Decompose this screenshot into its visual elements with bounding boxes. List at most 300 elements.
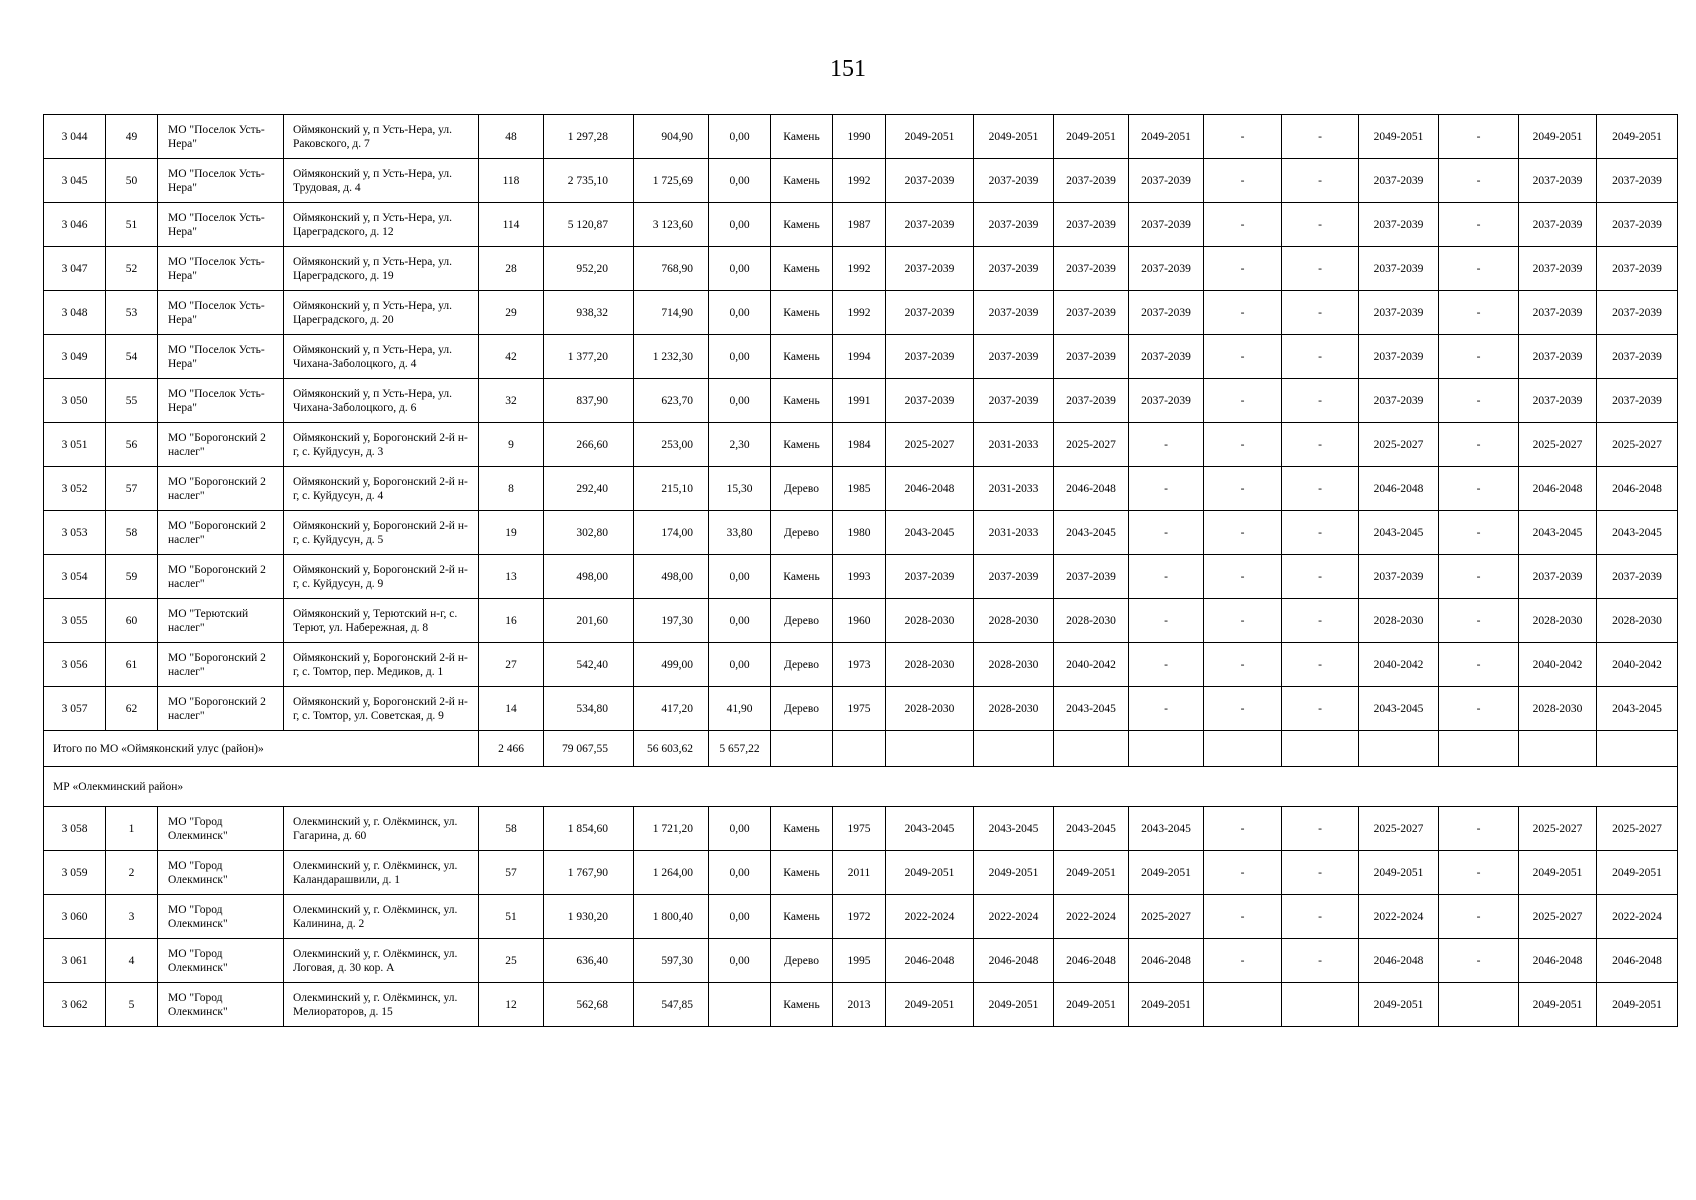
period-col14-cell: 2037-2039 <box>1129 203 1204 247</box>
house-id-cell: 3 062 <box>44 983 106 1027</box>
period-col17-cell: 2040-2042 <box>1359 643 1439 687</box>
nonresidential-area-cell: 0,00 <box>709 335 771 379</box>
period-col13-cell: 2040-2042 <box>1054 643 1129 687</box>
period-col15-cell: - <box>1204 159 1282 203</box>
house-id-cell: 3 048 <box>44 291 106 335</box>
period-col17-cell: 2037-2039 <box>1359 335 1439 379</box>
address-cell: Олекминский у, г. Олёкминск, ул. Калинина, д. 2 <box>284 895 479 939</box>
period-col15-cell: - <box>1204 511 1282 555</box>
row-number-cell: 50 <box>106 159 158 203</box>
house-id-cell: 3 049 <box>44 335 106 379</box>
period-col16-cell <box>1282 983 1359 1027</box>
period-col14-cell: 2037-2039 <box>1129 247 1204 291</box>
empty-cell <box>1359 731 1439 767</box>
house-id-cell: 3 057 <box>44 687 106 731</box>
period-col12-cell: 2037-2039 <box>974 159 1054 203</box>
nonresidential-area-cell: 0,00 <box>709 159 771 203</box>
period-col18-cell: - <box>1439 555 1519 599</box>
row-number-cell: 57 <box>106 467 158 511</box>
period-col12-cell: 2037-2039 <box>974 335 1054 379</box>
house-id-cell: 3 045 <box>44 159 106 203</box>
total-area-cell: 542,40 <box>544 643 634 687</box>
total-area-cell: 5 120,87 <box>544 203 634 247</box>
municipality-cell: МО "Поселок Усть-Нера" <box>158 379 284 423</box>
period-col12-cell: 2037-2039 <box>974 203 1054 247</box>
total-label: Итого по МО «Оймяконский улус (район)» <box>44 731 479 767</box>
period-col19-cell: 2040-2042 <box>1519 643 1597 687</box>
apartments-cell: 13 <box>479 555 544 599</box>
period-col13-cell: 2043-2045 <box>1054 687 1129 731</box>
period-col12-cell: 2046-2048 <box>974 939 1054 983</box>
build-year-cell: 1975 <box>833 807 886 851</box>
nonresidential-area-cell: 0,00 <box>709 807 771 851</box>
period-col19-cell: 2049-2051 <box>1519 851 1597 895</box>
table-row <box>44 599 1678 643</box>
period-col13-cell: 2037-2039 <box>1054 159 1129 203</box>
period-col17-cell: 2037-2039 <box>1359 379 1439 423</box>
total-area-cell: 1 767,90 <box>544 851 634 895</box>
total-area-cell: 562,68 <box>544 983 634 1027</box>
nonresidential-area-cell: 0,00 <box>709 247 771 291</box>
apartments-cell: 25 <box>479 939 544 983</box>
period-col20-cell: 2046-2048 <box>1597 939 1678 983</box>
nonresidential-area-cell: 0,00 <box>709 203 771 247</box>
period-col20-cell: 2037-2039 <box>1597 379 1678 423</box>
empty-cell <box>771 731 833 767</box>
table-body-total <box>44 731 1678 807</box>
row-number-cell: 62 <box>106 687 158 731</box>
period-col15-cell: - <box>1204 467 1282 511</box>
period-col19-cell: 2037-2039 <box>1519 555 1597 599</box>
period-col16-cell: - <box>1282 807 1359 851</box>
build-year-cell: 1987 <box>833 203 886 247</box>
total-area-cell: 837,90 <box>544 379 634 423</box>
period-col13-cell: 2037-2039 <box>1054 247 1129 291</box>
period-col20-cell: 2040-2042 <box>1597 643 1678 687</box>
total-area-cell: 534,80 <box>544 687 634 731</box>
period-col14-cell: 2049-2051 <box>1129 983 1204 1027</box>
row-number-cell: 59 <box>106 555 158 599</box>
period-col19-cell: 2037-2039 <box>1519 291 1597 335</box>
row-number-cell: 60 <box>106 599 158 643</box>
period-col20-cell: 2037-2039 <box>1597 159 1678 203</box>
house-id-cell: 3 054 <box>44 555 106 599</box>
build-year-cell: 2013 <box>833 983 886 1027</box>
row-number-cell: 53 <box>106 291 158 335</box>
nonresidential-area-cell: 0,00 <box>709 379 771 423</box>
period-col14-cell: - <box>1129 643 1204 687</box>
living-area-cell: 197,30 <box>634 599 709 643</box>
period-col13-cell: 2025-2027 <box>1054 423 1129 467</box>
period-col11-cell: 2037-2039 <box>886 159 974 203</box>
period-col15-cell: - <box>1204 115 1282 159</box>
address-cell: Оймяконский у, п Усть-Нера, ул. Чихана-Заболоцкого, д. 6 <box>284 379 479 423</box>
table-row <box>44 687 1678 731</box>
total-living-area: 56 603,62 <box>634 731 709 767</box>
build-year-cell: 1993 <box>833 555 886 599</box>
period-col14-cell: 2037-2039 <box>1129 159 1204 203</box>
period-col15-cell: - <box>1204 203 1282 247</box>
wall-material-cell: Дерево <box>771 687 833 731</box>
period-col20-cell: 2025-2027 <box>1597 423 1678 467</box>
period-col17-cell: 2043-2045 <box>1359 511 1439 555</box>
row-number-cell: 2 <box>106 851 158 895</box>
nonresidential-area-cell: 0,00 <box>709 895 771 939</box>
period-col13-cell: 2043-2045 <box>1054 511 1129 555</box>
period-col15-cell: - <box>1204 423 1282 467</box>
period-col14-cell: 2049-2051 <box>1129 115 1204 159</box>
period-col12-cell: 2037-2039 <box>974 291 1054 335</box>
apartments-cell: 16 <box>479 599 544 643</box>
period-col20-cell: 2049-2051 <box>1597 983 1678 1027</box>
table-row <box>44 423 1678 467</box>
period-col18-cell: - <box>1439 687 1519 731</box>
municipality-cell: МО "Борогонский 2 наслег" <box>158 467 284 511</box>
row-number-cell: 49 <box>106 115 158 159</box>
period-col16-cell: - <box>1282 851 1359 895</box>
period-col18-cell: - <box>1439 851 1519 895</box>
total-apartments: 2 466 <box>479 731 544 767</box>
municipality-cell: МО "Поселок Усть-Нера" <box>158 291 284 335</box>
period-col19-cell: 2049-2051 <box>1519 115 1597 159</box>
municipality-cell: МО "Поселок Усть-Нера" <box>158 115 284 159</box>
address-cell: Оймяконский у, Борогонский 2-й н-г, с. Томтор, ул. Советская, д. 9 <box>284 687 479 731</box>
build-year-cell: 1995 <box>833 939 886 983</box>
living-area-cell: 499,00 <box>634 643 709 687</box>
period-col11-cell: 2037-2039 <box>886 555 974 599</box>
row-number-cell: 56 <box>106 423 158 467</box>
total-area-cell: 1 377,20 <box>544 335 634 379</box>
municipality-cell: МО "Поселок Усть-Нера" <box>158 335 284 379</box>
row-number-cell: 3 <box>106 895 158 939</box>
period-col16-cell: - <box>1282 379 1359 423</box>
table-row <box>44 511 1678 555</box>
living-area-cell: 1 800,40 <box>634 895 709 939</box>
municipality-cell: МО "Терютский наслег" <box>158 599 284 643</box>
living-area-cell: 623,70 <box>634 379 709 423</box>
period-col19-cell: 2046-2048 <box>1519 939 1597 983</box>
period-col15-cell: - <box>1204 379 1282 423</box>
period-col11-cell: 2028-2030 <box>886 643 974 687</box>
period-col19-cell: 2037-2039 <box>1519 335 1597 379</box>
period-col18-cell: - <box>1439 247 1519 291</box>
house-id-cell: 3 060 <box>44 895 106 939</box>
table-row <box>44 159 1678 203</box>
period-col13-cell: 2037-2039 <box>1054 203 1129 247</box>
empty-cell <box>886 731 974 767</box>
wall-material-cell: Дерево <box>771 511 833 555</box>
period-col17-cell: 2046-2048 <box>1359 467 1439 511</box>
house-id-cell: 3 050 <box>44 379 106 423</box>
municipality-cell: МО "Борогонский 2 наслег" <box>158 555 284 599</box>
period-col16-cell: - <box>1282 467 1359 511</box>
period-col12-cell: 2049-2051 <box>974 115 1054 159</box>
period-col19-cell: 2028-2030 <box>1519 599 1597 643</box>
period-col12-cell: 2028-2030 <box>974 599 1054 643</box>
build-year-cell: 1992 <box>833 247 886 291</box>
row-number-cell: 1 <box>106 807 158 851</box>
period-col19-cell: 2025-2027 <box>1519 807 1597 851</box>
period-col14-cell: - <box>1129 687 1204 731</box>
municipality-cell: МО "Поселок Усть-Нера" <box>158 159 284 203</box>
period-col20-cell: 2049-2051 <box>1597 115 1678 159</box>
total-area-cell: 498,00 <box>544 555 634 599</box>
address-cell: Оймяконский у, Терютский н-г, с. Терют, ул. Набережная, д. 8 <box>284 599 479 643</box>
period-col18-cell <box>1439 983 1519 1027</box>
apartments-cell: 114 <box>479 203 544 247</box>
living-area-cell: 1 264,00 <box>634 851 709 895</box>
living-area-cell: 253,00 <box>634 423 709 467</box>
period-col18-cell: - <box>1439 643 1519 687</box>
period-col12-cell: 2037-2039 <box>974 379 1054 423</box>
wall-material-cell: Камень <box>771 335 833 379</box>
total-area: 79 067,55 <box>544 731 634 767</box>
period-col12-cell: 2043-2045 <box>974 807 1054 851</box>
nonresidential-area-cell: 33,80 <box>709 511 771 555</box>
period-col15-cell: - <box>1204 851 1282 895</box>
period-col11-cell: 2025-2027 <box>886 423 974 467</box>
living-area-cell: 174,00 <box>634 511 709 555</box>
period-col11-cell: 2049-2051 <box>886 983 974 1027</box>
period-col11-cell: 2043-2045 <box>886 511 974 555</box>
period-col14-cell: - <box>1129 511 1204 555</box>
nonresidential-area-cell: 0,00 <box>709 939 771 983</box>
period-col20-cell: 2037-2039 <box>1597 555 1678 599</box>
wall-material-cell: Камень <box>771 379 833 423</box>
address-cell: Оймяконский у, п Усть-Нера, ул. Трудовая, д. 4 <box>284 159 479 203</box>
period-col19-cell: 2025-2027 <box>1519 895 1597 939</box>
table-row <box>44 335 1678 379</box>
nonresidential-area-cell: 0,00 <box>709 115 771 159</box>
period-col14-cell: - <box>1129 467 1204 511</box>
period-col16-cell: - <box>1282 247 1359 291</box>
period-col17-cell: 2037-2039 <box>1359 291 1439 335</box>
period-col11-cell: 2049-2051 <box>886 115 974 159</box>
total-area-cell: 292,40 <box>544 467 634 511</box>
period-col12-cell: 2028-2030 <box>974 687 1054 731</box>
table-row <box>44 939 1678 983</box>
period-col13-cell: 2028-2030 <box>1054 599 1129 643</box>
nonresidential-area-cell: 15,30 <box>709 467 771 511</box>
build-year-cell: 1973 <box>833 643 886 687</box>
period-col14-cell: - <box>1129 555 1204 599</box>
apartments-cell: 8 <box>479 467 544 511</box>
apartments-cell: 29 <box>479 291 544 335</box>
living-area-cell: 215,10 <box>634 467 709 511</box>
address-cell: Олекминский у, г. Олёкминск, ул. Мелиораторов, д. 15 <box>284 983 479 1027</box>
nonresidential-area-cell: 0,00 <box>709 643 771 687</box>
row-number-cell: 58 <box>106 511 158 555</box>
empty-cell <box>974 731 1054 767</box>
period-col11-cell: 2037-2039 <box>886 291 974 335</box>
nonresidential-area-cell: 0,00 <box>709 555 771 599</box>
table-row <box>44 555 1678 599</box>
total-nonresidential-area: 5 657,22 <box>709 731 771 767</box>
total-area-cell: 952,20 <box>544 247 634 291</box>
period-col17-cell: 2049-2051 <box>1359 983 1439 1027</box>
period-col12-cell: 2031-2033 <box>974 467 1054 511</box>
period-col15-cell: - <box>1204 687 1282 731</box>
living-area-cell: 714,90 <box>634 291 709 335</box>
build-year-cell: 1980 <box>833 511 886 555</box>
period-col11-cell: 2037-2039 <box>886 247 974 291</box>
period-col11-cell: 2046-2048 <box>886 939 974 983</box>
period-col14-cell: - <box>1129 423 1204 467</box>
wall-material-cell: Дерево <box>771 939 833 983</box>
period-col20-cell: 2028-2030 <box>1597 599 1678 643</box>
period-col18-cell: - <box>1439 423 1519 467</box>
house-id-cell: 3 052 <box>44 467 106 511</box>
table-row <box>44 203 1678 247</box>
apartments-cell: 28 <box>479 247 544 291</box>
table-row <box>44 895 1678 939</box>
nonresidential-area-cell <box>709 983 771 1027</box>
period-col11-cell: 2022-2024 <box>886 895 974 939</box>
living-area-cell: 417,20 <box>634 687 709 731</box>
period-col16-cell: - <box>1282 115 1359 159</box>
living-area-cell: 1 721,20 <box>634 807 709 851</box>
period-col16-cell: - <box>1282 291 1359 335</box>
period-col18-cell: - <box>1439 511 1519 555</box>
period-col17-cell: 2037-2039 <box>1359 555 1439 599</box>
apartments-cell: 58 <box>479 807 544 851</box>
wall-material-cell: Камень <box>771 423 833 467</box>
period-col13-cell: 2049-2051 <box>1054 983 1129 1027</box>
period-col18-cell: - <box>1439 335 1519 379</box>
house-id-cell: 3 046 <box>44 203 106 247</box>
build-year-cell: 1992 <box>833 291 886 335</box>
period-col13-cell: 2037-2039 <box>1054 379 1129 423</box>
period-col12-cell: 2022-2024 <box>974 895 1054 939</box>
apartments-cell: 27 <box>479 643 544 687</box>
period-col18-cell: - <box>1439 467 1519 511</box>
address-cell: Оймяконский у, п Усть-Нера, ул. Цареградского, д. 20 <box>284 291 479 335</box>
period-col15-cell: - <box>1204 555 1282 599</box>
district-header-row <box>44 767 1678 807</box>
wall-material-cell: Дерево <box>771 599 833 643</box>
period-col16-cell: - <box>1282 203 1359 247</box>
municipality-cell: МО "Поселок Усть-Нера" <box>158 203 284 247</box>
apartments-cell: 42 <box>479 335 544 379</box>
period-col17-cell: 2037-2039 <box>1359 159 1439 203</box>
apartments-cell: 51 <box>479 895 544 939</box>
build-year-cell: 1991 <box>833 379 886 423</box>
period-col20-cell: 2046-2048 <box>1597 467 1678 511</box>
period-col13-cell: 2022-2024 <box>1054 895 1129 939</box>
period-col17-cell: 2028-2030 <box>1359 599 1439 643</box>
period-col15-cell: - <box>1204 807 1282 851</box>
municipality-cell: МО "Борогонский 2 наслег" <box>158 687 284 731</box>
nonresidential-area-cell: 2,30 <box>709 423 771 467</box>
period-col18-cell: - <box>1439 291 1519 335</box>
wall-material-cell: Камень <box>771 247 833 291</box>
wall-material-cell: Камень <box>771 895 833 939</box>
period-col19-cell: 2037-2039 <box>1519 203 1597 247</box>
wall-material-cell: Камень <box>771 203 833 247</box>
period-col18-cell: - <box>1439 807 1519 851</box>
living-area-cell: 3 123,60 <box>634 203 709 247</box>
period-col18-cell: - <box>1439 895 1519 939</box>
apartments-cell: 19 <box>479 511 544 555</box>
period-col11-cell: 2037-2039 <box>886 335 974 379</box>
build-year-cell: 1990 <box>833 115 886 159</box>
period-col15-cell: - <box>1204 895 1282 939</box>
living-area-cell: 1 232,30 <box>634 335 709 379</box>
period-col12-cell: 2037-2039 <box>974 555 1054 599</box>
period-col20-cell: 2022-2024 <box>1597 895 1678 939</box>
period-col15-cell: - <box>1204 643 1282 687</box>
period-col17-cell: 2046-2048 <box>1359 939 1439 983</box>
period-col20-cell: 2037-2039 <box>1597 335 1678 379</box>
municipality-cell: МО "Город Олекминск" <box>158 807 284 851</box>
house-id-cell: 3 051 <box>44 423 106 467</box>
total-area-cell: 636,40 <box>544 939 634 983</box>
period-col17-cell: 2022-2024 <box>1359 895 1439 939</box>
living-area-cell: 1 725,69 <box>634 159 709 203</box>
period-col19-cell: 2037-2039 <box>1519 159 1597 203</box>
period-col11-cell: 2037-2039 <box>886 379 974 423</box>
municipality-cell: МО "Город Олекминск" <box>158 851 284 895</box>
period-col12-cell: 2031-2033 <box>974 511 1054 555</box>
empty-cell <box>833 731 886 767</box>
period-col20-cell: 2043-2045 <box>1597 687 1678 731</box>
table-row <box>44 807 1678 851</box>
period-col19-cell: 2037-2039 <box>1519 379 1597 423</box>
period-col19-cell: 2043-2045 <box>1519 511 1597 555</box>
period-col17-cell: 2043-2045 <box>1359 687 1439 731</box>
address-cell: Олекминский у, г. Олёкминск, ул. Логовая, д. 30 кор. А <box>284 939 479 983</box>
district-label: МР «Олекминский район» <box>44 767 1678 807</box>
table-row <box>44 467 1678 511</box>
period-col18-cell: - <box>1439 159 1519 203</box>
row-number-cell: 55 <box>106 379 158 423</box>
period-col19-cell: 2037-2039 <box>1519 247 1597 291</box>
period-col16-cell: - <box>1282 511 1359 555</box>
build-year-cell: 1960 <box>833 599 886 643</box>
period-col16-cell: - <box>1282 939 1359 983</box>
address-cell: Оймяконский у, п Усть-Нера, ул. Цареградского, д. 12 <box>284 203 479 247</box>
build-year-cell: 1975 <box>833 687 886 731</box>
period-col13-cell: 2049-2051 <box>1054 851 1129 895</box>
municipality-cell: МО "Город Олекминск" <box>158 983 284 1027</box>
period-col11-cell: 2037-2039 <box>886 203 974 247</box>
build-year-cell: 1994 <box>833 335 886 379</box>
municipality-cell: МО "Город Олекминск" <box>158 939 284 983</box>
table-body-olekminsk <box>44 807 1678 1027</box>
period-col17-cell: 2025-2027 <box>1359 807 1439 851</box>
empty-cell <box>1129 731 1204 767</box>
period-col16-cell: - <box>1282 895 1359 939</box>
period-col20-cell: 2037-2039 <box>1597 247 1678 291</box>
total-area-cell: 2 735,10 <box>544 159 634 203</box>
period-col20-cell: 2043-2045 <box>1597 511 1678 555</box>
address-cell: Оймяконский у, п Усть-Нера, ул. Чихана-Заболоцкого, д. 4 <box>284 335 479 379</box>
wall-material-cell: Дерево <box>771 467 833 511</box>
living-area-cell: 498,00 <box>634 555 709 599</box>
row-number-cell: 5 <box>106 983 158 1027</box>
period-col18-cell: - <box>1439 379 1519 423</box>
build-year-cell: 1992 <box>833 159 886 203</box>
address-cell: Оймяконский у, Борогонский 2-й н-г, с. Куйдусун, д. 5 <box>284 511 479 555</box>
period-col15-cell: - <box>1204 599 1282 643</box>
period-col11-cell: 2046-2048 <box>886 467 974 511</box>
nonresidential-area-cell: 41,90 <box>709 687 771 731</box>
living-area-cell: 547,85 <box>634 983 709 1027</box>
house-id-cell: 3 061 <box>44 939 106 983</box>
period-col18-cell: - <box>1439 115 1519 159</box>
apartments-cell: 57 <box>479 851 544 895</box>
period-col18-cell: - <box>1439 599 1519 643</box>
